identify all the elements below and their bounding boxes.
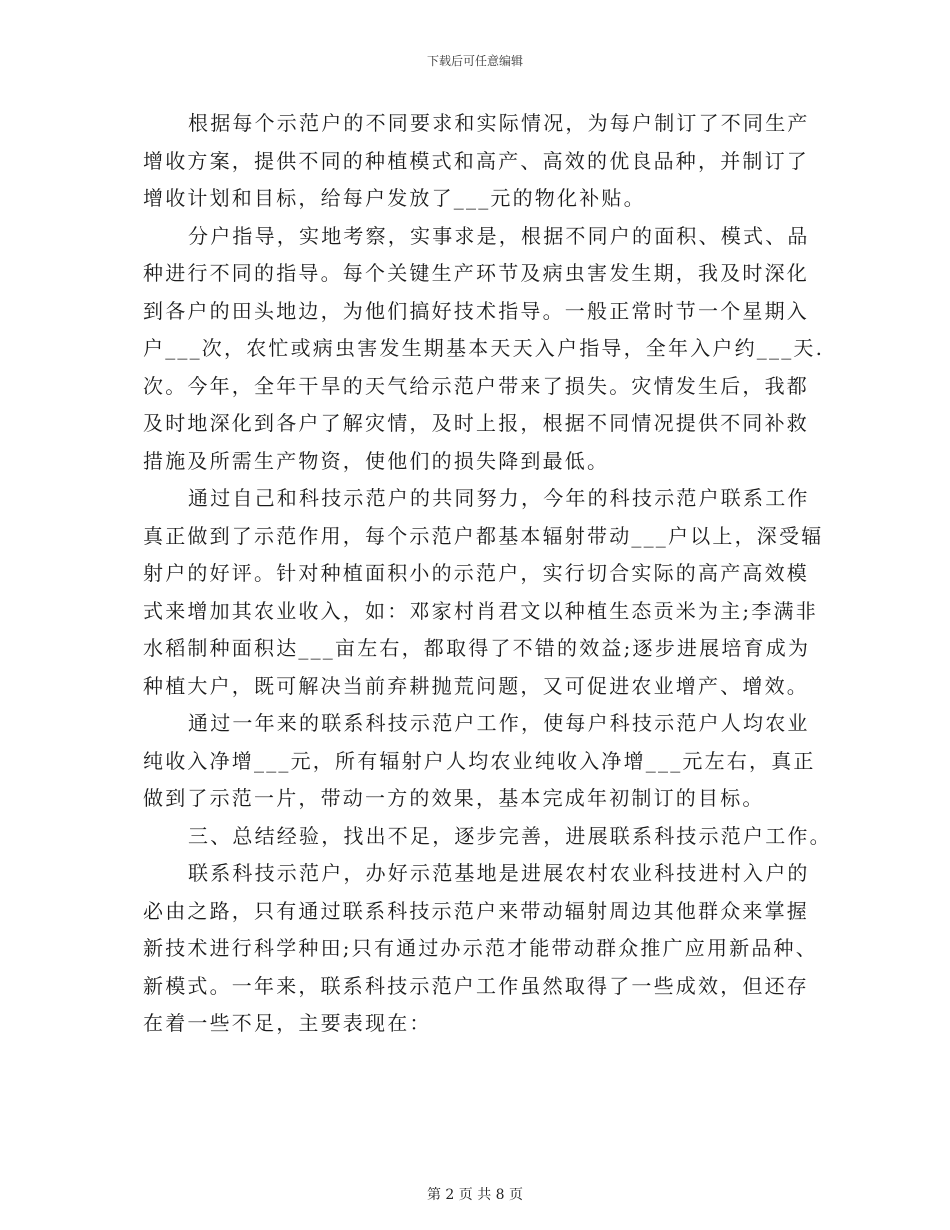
- paragraph-line: 增收计划和目标，给每户发放了___元的物化补贴。: [143, 186, 646, 210]
- paragraph-line: 联系科技示范户，办好示范基地是进展农村农业科技进村入户的: [188, 861, 810, 885]
- paragraph-line: 做到了示范一片，带动一方的效果，基本完成年初制订的目标。: [143, 786, 765, 810]
- paragraph-line: 次。今年，全年干旱的天气给示范户带来了损失。灾情发生后，我都: [143, 373, 809, 398]
- paragraph-line: 到各户的田头地边，为他们搞好技术指导。一般正常时节一个星期入: [143, 298, 809, 323]
- section-heading-line: 三、总结经验，找出不足，逐步完善，进展联系科技示范户工作。: [188, 823, 832, 848]
- paragraph-line: 在着一些不足，主要表现在：: [143, 1011, 432, 1035]
- document-body: [143, 105, 832, 1043]
- paragraph-line: 分户指导，实地考察，实事求是，根据不同户的面积、模式、品: [188, 223, 810, 248]
- paragraph-line: 及时地深化到各户了解灾情，及时上报，根据不同情况提供不同补救: [143, 411, 809, 435]
- page-header: 下载后可任意编辑: [426, 54, 523, 68]
- paragraph-line: 种进行不同的指导。每个关键生产环节及病虫害发生期，我及时深化: [143, 261, 809, 285]
- paragraph-line: 根据每个示范户的不同要求和实际情况，为每户制订了不同生产: [188, 111, 810, 135]
- paragraph-line: 真正做到了示范作用，每个示范户都基本辐射带动___户以上，深受辐: [143, 523, 824, 548]
- paragraph-line: 新模式。一年来，联系科技示范户工作虽然取得了一些成效，但还存: [143, 973, 809, 998]
- paragraph-line: 措施及所需生产物资，使他们的损失降到最低。: [143, 448, 610, 473]
- page-number: 第 2 页 共 8 页: [426, 1187, 524, 1203]
- paragraph-line: 增收方案，提供不同的种植模式和高产、高效的优良品种，并制订了: [143, 148, 809, 173]
- paragraph-line: 通过自己和科技示范户的共同努力，今年的科技示范户联系工作: [188, 486, 810, 510]
- paragraph-line: 必由之路，只有通过联系科技示范户来带动辐射周边其他群众来掌握: [143, 898, 809, 923]
- paragraph-line: 户___次，农忙或病虫害发生期基本天天入户指导，全年入户约___天.: [143, 336, 825, 360]
- paragraph-line: 新技术进行科学种田;只有通过办示范才能带动群众推广应用新品种、: [143, 936, 818, 960]
- paragraph-line: 种植大户，既可解决当前弃耕抛荒问题，又可促进农业增产、增效。: [143, 673, 809, 698]
- paragraph-line: 纯收入净增___元，所有辐射户人均农业纯收入净增___元左右，真正: [143, 748, 816, 773]
- paragraph-line: 射户的好评。针对种植面积小的示范户，实行切合实际的高产高效模: [143, 561, 809, 585]
- paragraph-line: 水稻制种面积达___亩左右，都取得了不错的效益;逐步进展培育成为: [143, 636, 811, 660]
- paragraph-line: 通过一年来的联系科技示范户工作，使每户科技示范户人均农业: [188, 711, 810, 735]
- paragraph-line: 式来增加其农业收入，如：邓家村肖君文以种植生态贡米为主;李满非: [143, 598, 818, 623]
